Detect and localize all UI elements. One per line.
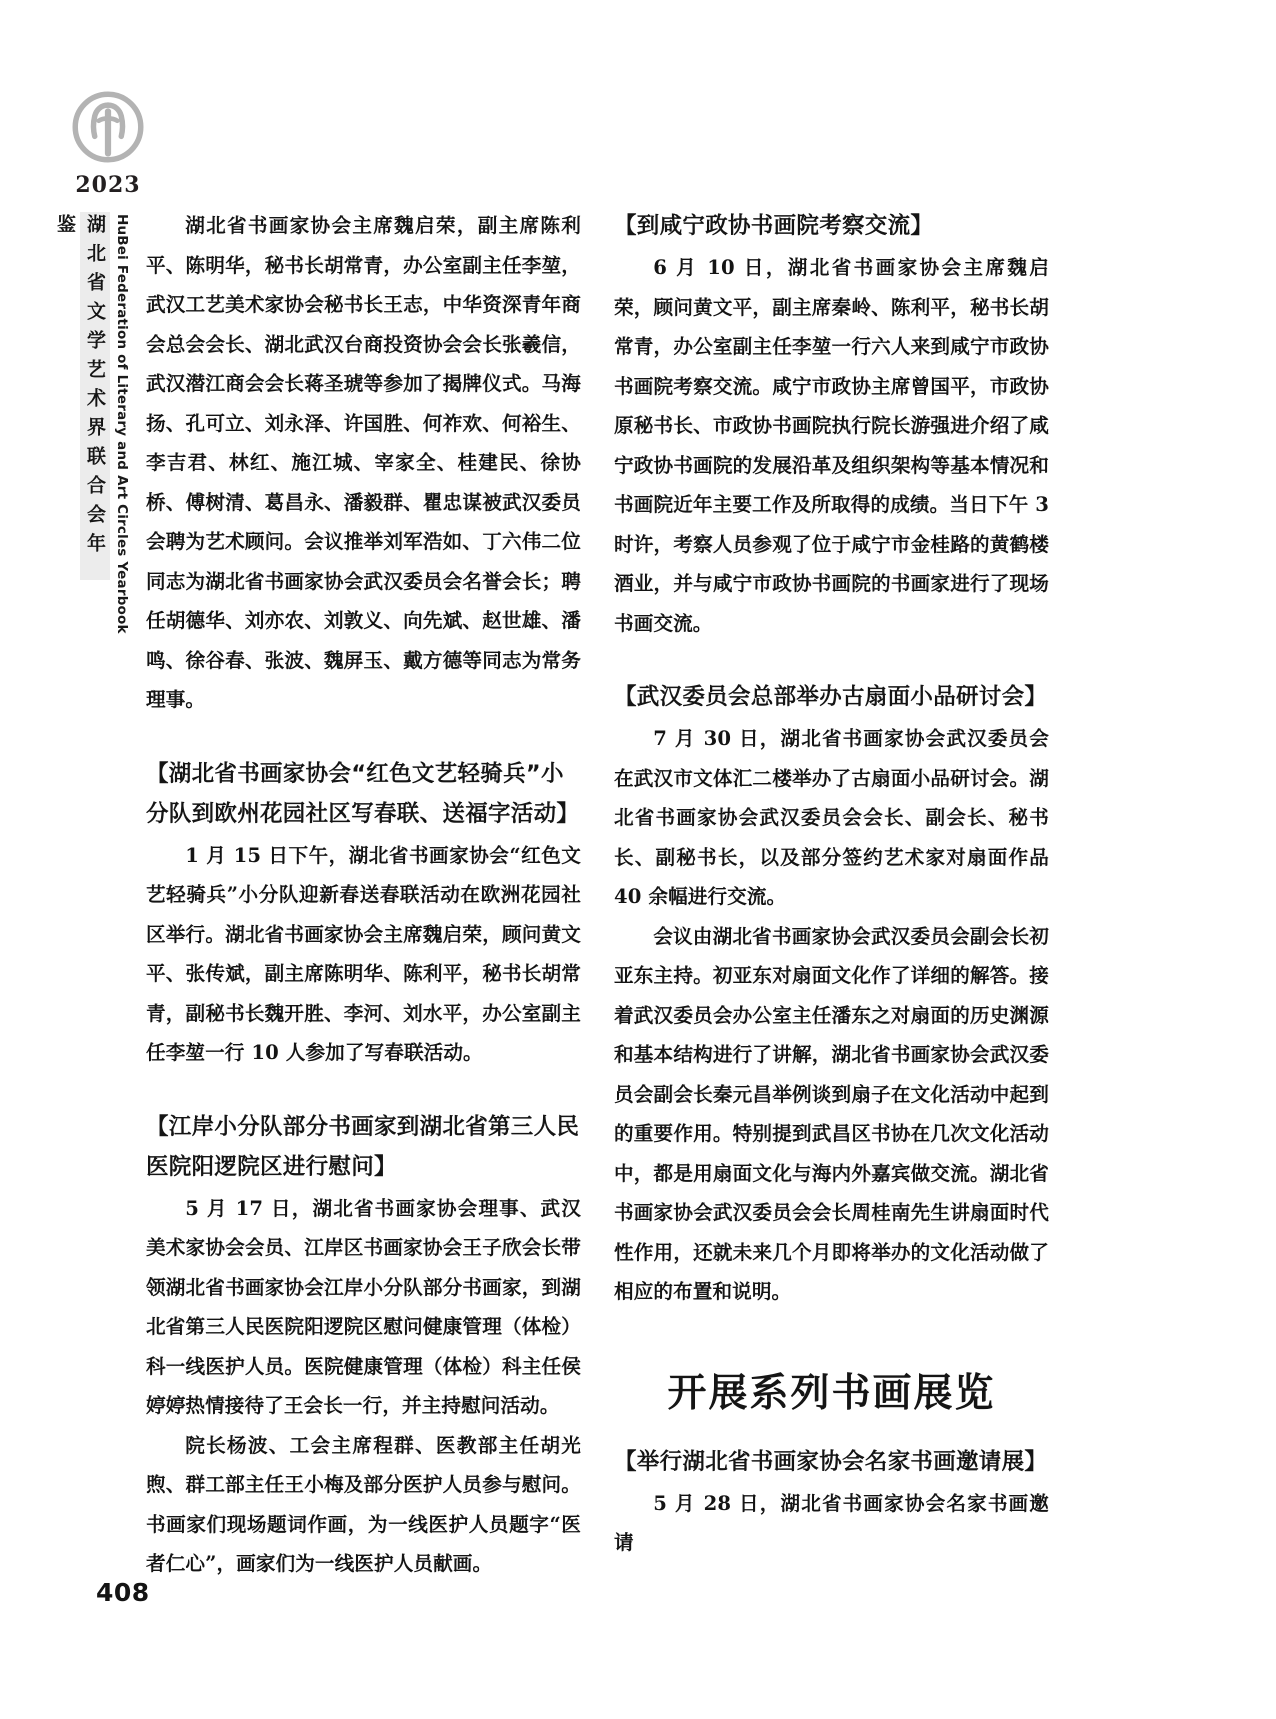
body-paragraph: 湖北省书画家协会主席魏启荣，副主席陈利平、陈明华，秘书长胡常青，办公室副主任李堃，武汉工艺美术家协会秘书长王志，中华资深青年商会总会会长、湖北武汉台商投资协会会长张羲信，武汉潜江商会会长蒋圣琥等参加了揭牌仪式。马海扬、孔可立、刘永泽、许国胜、何祚欢、何裕生、李吉君、林红、施江城、宰家全、桂建民、徐协桥、傅树清、葛昌永、潘毅群、瞿忠谋被武汉委员会聘为艺术顾问。会议推举刘军浩如、丁六伟二位同志为湖北省书画家协会武汉委员会名誉会长；聘任胡德华、刘亦农、刘敦义、向先斌、赵世雄、潘鸣、徐谷春、张波、魏屏玉、戴方德等同志为常务理事。 bbox=[146, 214, 581, 711]
article-heading: 【武汉委员会总部举办古扇面小品研讨会】 bbox=[614, 684, 1048, 710]
body-paragraph: 7 月 30 日，湖北省书画家协会武汉委员会在武汉市文体汇二楼举办了古扇面小品研讨会。湖北省书画家协会武汉委员会会长、副会长、秘书长、副秘书长，以及部分签约艺术家对扇面作品 40 余幅进行交流。 bbox=[614, 727, 1049, 908]
body-paragraph: 会议由湖北省书画家协会武汉委员会副会长初亚东主持。初亚东对扇面文化作了详细的解答。接着武汉委员会办公室主任潘东之对扇面的历史渊源和基本结构进行了讲解，湖北省书画家协会武汉委员会副会长秦元昌举例谈到扇子在文化活动中起到的重要作用。特别提到武昌区书协在几次文化活动中，都是用扇面文化与海内外嘉宾做交流。湖北省书画家协会武汉委员会会长周桂南先生讲扇面时代性作用，还就未来几个月即将举办的文化活动做了相应的布置和说明。 bbox=[614, 924, 1049, 1303]
article-heading: 【举行湖北省书画家协会名家书画邀请展】 bbox=[614, 1448, 1048, 1475]
hubei-federation-emblem-icon bbox=[69, 88, 147, 166]
right-text-column bbox=[614, 206, 1049, 1563]
body-paragraph: 1 月 15 日下午，湖北省书画家协会“红色文艺轻骑兵”小分队迎新春送春联活动在欧洲花园社区举行。湖北省书画家协会主席魏启荣，顾问黄文平、张传斌，副主席陈明华、陈利平，秘书长胡常青，副秘书长魏开胜、李河、刘水平，办公室副主任李堃一行 10 人参加了写春联活动。 bbox=[146, 843, 581, 1064]
yearbook-year: 2023 bbox=[75, 172, 141, 198]
body-paragraph: 6 月 10 日，湖北省书画家协会主席魏启荣，顾问黄文平，副主席秦岭、陈利平，秘书长胡常青，办公室副主任李堃一行六人来到咸宁市政协书画院考察交流。咸宁市政协主席曾国平，市政协原秘书长、市政协书画院执行院长游强进介绍了咸宁政协书画院的发展沿革及组织架构等基本情况和书画院近年主要工作及所取得的成绩。当日下午 3 时许，考察人员参观了位于咸宁市金桂路的黄鹤楼酒业，并与咸宁市政协书画院的书画家进行了现场书画交流。 bbox=[614, 256, 1049, 635]
body-paragraph: 5 月 28 日，湖北省书画家协会名家书画邀请 bbox=[614, 1491, 1049, 1554]
page-number: 408 bbox=[96, 1578, 150, 1607]
body-paragraph: 5 月 17 日，湖北省书画家协会理事、武汉美术家协会会员、江岸区书画家协会王子欣会长带领湖北省书画家协会江岸小分队部分书画家，到湖北省第三人民医院阳逻院区慰问健康管理（体检）科一线医护人员。医院健康管理（体检）科主任侯婷婷热情接待了王会长一行，并主持慰问活动。 bbox=[146, 1196, 581, 1417]
sidebar-title-english: HuBei Federation of Literary and Art Circles Yearbook bbox=[114, 214, 130, 634]
left-text-column bbox=[146, 206, 581, 1584]
section-title: 开展系列书画展览 bbox=[667, 1370, 996, 1416]
body-paragraph: 院长杨波、工会主席程群、医教部主任胡光煦、群工部主任王小梅及部分医护人员参与慰问。书画家们现场题词作画，为一线医护人员题字“医者仁心”，画家们为一线医护人员献画。 bbox=[146, 1433, 581, 1575]
article-heading: 【湖北省书画家协会“红色文艺轻骑兵”小分队到欧州花园社区写春联、送福字活动】 bbox=[146, 760, 580, 827]
sidebar-title-chinese: 湖北省文学艺术界联合会年鉴 bbox=[54, 214, 106, 562]
masthead bbox=[62, 88, 154, 198]
article-heading: 【江岸小分队部分书画家到湖北省第三人民医院阳逻院区进行慰问】 bbox=[146, 1113, 580, 1180]
article-heading: 【到咸宁政协书画院考察交流】 bbox=[614, 213, 934, 239]
